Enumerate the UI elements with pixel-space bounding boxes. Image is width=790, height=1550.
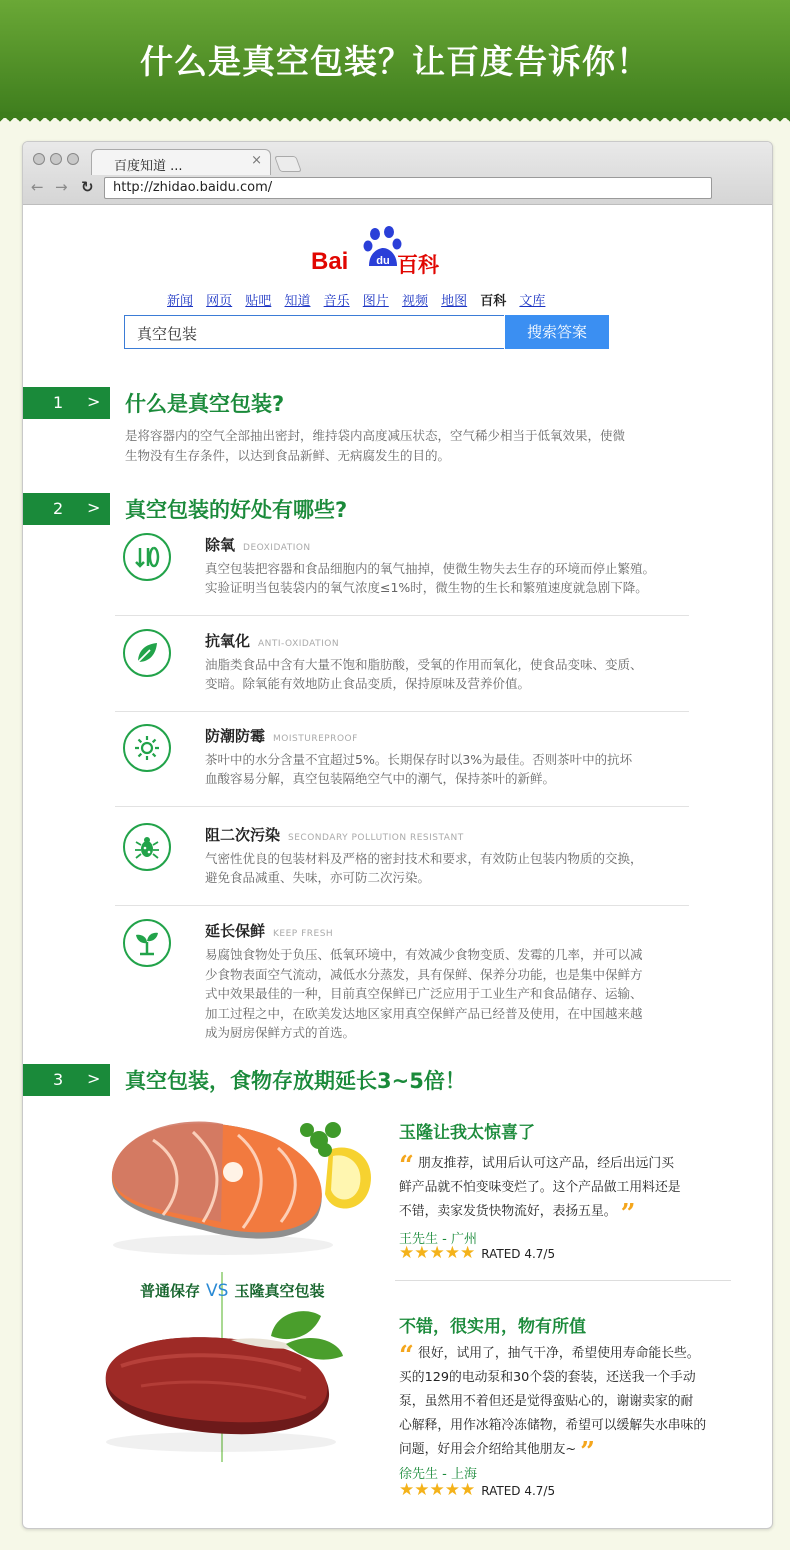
text-line: 易腐蚀食物处于负压、低氧环境中，有效减少食物变质、发霉的几率，并可以减 [205, 947, 643, 962]
vs-comparison [140, 1280, 324, 1301]
sprout-icon [123, 919, 171, 967]
section3-title: 真空包装，食物存放期延长3~5倍！ [125, 1069, 466, 1093]
step-arrow-icon: > [87, 498, 101, 517]
text-line: 油脂类食品中含有大量不饱和脂肪酸，受氧的作用而氧化，使食品变味、变质、 [205, 657, 643, 672]
benefit-title [205, 534, 311, 555]
benefit-text [205, 559, 695, 597]
text-line: 鲜产品就不怕变味变烂了。这个产品做工用料还是 [399, 1180, 681, 1195]
window-minimize-dot[interactable] [50, 153, 62, 165]
nav-wenku[interactable]: 文库 [519, 294, 546, 309]
text-line: 避免食品减重、失味，亦可防二次污染。 [205, 870, 431, 885]
text-line [399, 1151, 741, 1181]
star-icon: ★ [429, 1480, 445, 1500]
logo-du-text: du [376, 255, 390, 267]
nav-news[interactable]: 新闻 [167, 294, 194, 309]
baidu-logo[interactable] [311, 226, 451, 276]
benefit-en-label: KEEP FRESH [273, 929, 334, 939]
search-button[interactable]: 搜索答案 [505, 315, 609, 349]
open-quote-icon: “ [399, 1341, 414, 1371]
benefit-title [205, 630, 339, 651]
benefit-title-text: 防潮防霉 [205, 727, 266, 745]
rating-text: RATED 4.7/5 [481, 1247, 556, 1261]
text-line: 气密性优良的包装材料及严格的密封技术和要求，有效防止包装内物质的交换， [205, 851, 643, 866]
star-icon: ★ [444, 1480, 460, 1500]
section1-title: 什么是真空包装? [125, 392, 285, 416]
window-maximize-dot[interactable] [67, 153, 79, 165]
star-icon: ★ [444, 1243, 460, 1263]
step-number: 3 [53, 1070, 64, 1089]
benefit-en-label: SECONDARY POLLUTION RESISTANT [288, 833, 464, 843]
benefit-title [205, 725, 358, 746]
nav-video[interactable]: 视频 [401, 294, 428, 309]
nav-map[interactable]: 地图 [441, 294, 468, 309]
benefit-title [205, 824, 464, 845]
text-line: 血酸容易分解，真空包装隔绝空气中的潮气，保持茶叶的新鲜。 [205, 771, 556, 786]
star-icon: ★ [429, 1243, 445, 1263]
star-icon: ★ [414, 1480, 430, 1500]
text-line: 茶叶中的水分含量不宜超过5%。长期保存时以3%为最佳。否则茶叶中的抗坏 [205, 752, 633, 767]
text-line: 加工过程之中，在欧美发达地区家用真空保鲜产品已经普及使用，在中国越来越 [205, 1005, 643, 1021]
salmon-steak-image [93, 1110, 383, 1260]
logo-baike-text: 百科 [397, 253, 439, 277]
review-line: 问题，好用会介绍给其他朋友~ [399, 1442, 577, 1457]
text-line: 少食物表面空气流动，减低水分蒸发，具有保鲜、保养分功能，也是集中保鲜方 [205, 966, 643, 982]
beef-steak-image [81, 1306, 361, 1456]
benefit-title-text: 除氧 [205, 536, 236, 554]
step-number: 1 [53, 393, 64, 412]
nav-music[interactable]: 音乐 [323, 294, 350, 309]
text-line: 心解释，用作冰箱冷冻储物，希望可以缓解失水串味的 [399, 1418, 707, 1433]
header-banner [0, 0, 790, 118]
text-line [399, 1341, 741, 1371]
benefit-deoxidation [115, 522, 689, 616]
review-separator [395, 1280, 731, 1281]
review-1-text [399, 1151, 741, 1229]
benefit-text [205, 655, 695, 693]
rating-text: RATED 4.7/5 [481, 1484, 556, 1498]
forward-arrow-icon[interactable]: → [55, 178, 68, 196]
search-input[interactable] [124, 315, 504, 349]
star-icon: ★ [460, 1243, 476, 1263]
banner-zigzag-edge [0, 112, 790, 126]
text-line: 买的129的电动泵和30个袋的套装，还送我一个手动 [399, 1370, 696, 1385]
close-quote-icon: ” [580, 1437, 596, 1467]
review-2-text [399, 1341, 741, 1467]
benefit-title [205, 920, 333, 941]
nav-images[interactable]: 图片 [362, 294, 389, 309]
browser-window [22, 141, 773, 1529]
star-icon: ★ [414, 1243, 430, 1263]
text-line: 变暗。除氧能有效地防止食品变质，保持原味及营养价值。 [205, 676, 531, 691]
deoxidation-icon [123, 533, 171, 581]
bug-icon [123, 823, 171, 871]
banner-title: 什么是真空包装？让百度告诉你！ [140, 42, 650, 81]
step-badge-2 [23, 493, 110, 525]
text-line: 成为厨房保鲜方式的首选。 [205, 1025, 356, 1040]
review-2-author: 徐先生 - 上海 [399, 1467, 477, 1482]
address-bar[interactable] [104, 177, 712, 199]
nav-tieba[interactable]: 贴吧 [245, 294, 272, 309]
text-line: 泵，虽然用不着但还是觉得蛮贴心的，谢谢卖家的耐 [399, 1394, 694, 1409]
nav-zhidao[interactable]: 知道 [284, 294, 311, 309]
review-line: 不错，卖家发货快物流好，表扬五星。 [399, 1204, 617, 1219]
text-line: 生物没有生存条件，以达到食品新鲜、无病腐发生的目的。 [125, 448, 451, 463]
sun-icon [123, 724, 171, 772]
star-icon: ★ [399, 1480, 415, 1500]
benefit-en-label: ANTI-OXIDATION [258, 639, 340, 649]
nav-baike[interactable]: 百科 [480, 294, 507, 309]
text-line [399, 1199, 741, 1229]
benefit-moistureproof [115, 713, 689, 807]
review-1-rating [399, 1243, 555, 1263]
benefit-keep-fresh [115, 908, 689, 1058]
browser-chrome [23, 142, 772, 205]
review-line: 朋友推荐，试用后认可这产品，经后出远门买 [418, 1156, 674, 1171]
section2-title: 真空包装的好处有哪些? [125, 498, 348, 522]
benefit-title-text: 延长保鲜 [205, 922, 266, 940]
vs-left-label: 普通保存 [140, 1282, 201, 1300]
browser-tab[interactable] [91, 149, 271, 175]
section1-text [125, 426, 715, 466]
star-icon: ★ [399, 1243, 415, 1263]
step-arrow-icon: > [87, 392, 101, 411]
review-1-author: 王先生 - 广州 [399, 1232, 477, 1247]
logo-bai-text: Bai [311, 248, 349, 275]
nav-web[interactable]: 网页 [206, 294, 233, 309]
benefit-anti-oxidation [115, 618, 689, 712]
review-1-title: 玉隆让我太惊喜了 [399, 1123, 535, 1143]
search-input-value: 真空包装 [137, 325, 198, 343]
text-line: 是将容器内的空气全部抽出密封，维持袋内高度减压状态，空气稀少相当于低氧效果，使微 [125, 428, 626, 443]
benefit-text [205, 945, 695, 1043]
benefit-title-text: 阻二次污染 [205, 826, 281, 844]
star-icon: ★ [460, 1480, 476, 1500]
back-arrow-icon[interactable]: ← [31, 178, 44, 196]
step-arrow-icon: > [87, 1069, 101, 1088]
review-2-rating [399, 1480, 555, 1500]
window-close-dot[interactable] [33, 153, 45, 165]
benefit-pollution-resistant [115, 812, 689, 906]
review-line: 很好，试用了，抽气干净，希望使用寿命能长些。 [418, 1346, 700, 1361]
step-badge-1 [23, 387, 110, 419]
baidu-nav [167, 290, 554, 309]
text-line: 式中效果最佳的一种，目前真空保鲜已广泛应用于工业生产和食品储存、运输、 [205, 986, 643, 1001]
benefit-en-label: MOISTUREPROOF [273, 734, 358, 744]
text-line: 实验证明当包装袋内的氧气浓度≤1%时，微生物的生长和繁殖速度就急剧下降。 [205, 580, 648, 595]
address-bar-url: http://zhidao.baidu.com/ [113, 180, 273, 195]
text-line: 真空包装把容器和食品细胞内的氧气抽掉，使微生物失去生存的环境而停止繁殖。 [205, 561, 656, 576]
benefit-en-label: DEOXIDATION [243, 543, 311, 553]
step-number: 2 [53, 499, 64, 518]
new-tab-button[interactable] [274, 156, 302, 172]
vs-label: VS [206, 1281, 229, 1301]
tab-label: 百度知道 ... [114, 159, 183, 174]
benefit-text [205, 849, 695, 887]
close-quote-icon: ” [620, 1199, 636, 1229]
open-quote-icon: “ [399, 1151, 414, 1181]
benefit-text [205, 750, 695, 788]
step-badge-3 [23, 1064, 110, 1096]
tab-close-icon[interactable]: × [251, 153, 262, 168]
leaf-icon [123, 629, 171, 677]
reload-icon[interactable]: ↻ [81, 178, 94, 196]
vs-right-label: 玉隆真空包装 [234, 1282, 325, 1300]
text-line [399, 1437, 741, 1467]
review-2-title: 不错，很实用，物有所值 [399, 1317, 586, 1337]
benefit-title-text: 抗氧化 [205, 632, 251, 650]
